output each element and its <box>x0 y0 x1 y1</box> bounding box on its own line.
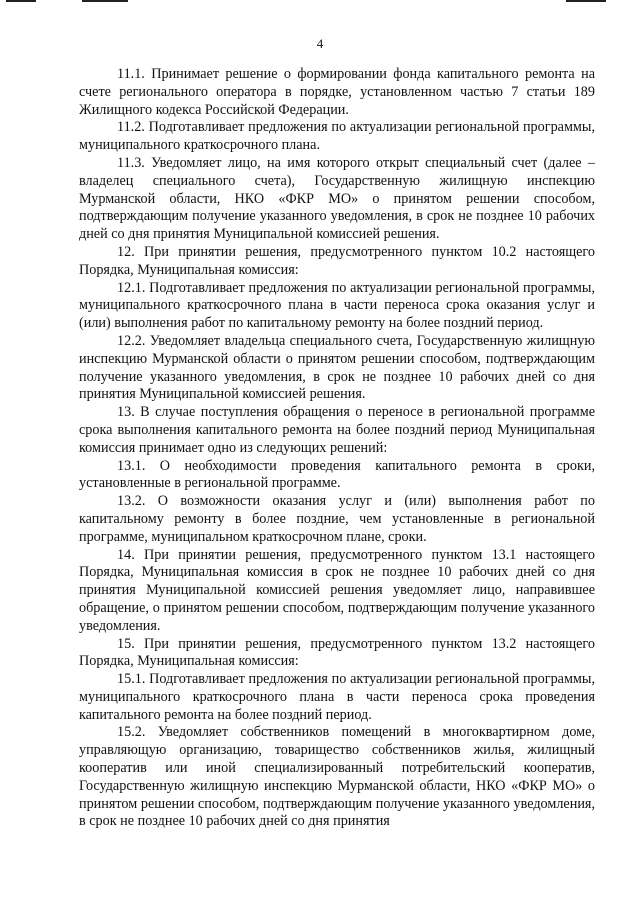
paragraph-15-2: 15.2. Уведомляет собственников помещений в многоквартирном доме, управляющую организацию, товарищество собственников жилья, жилищный кооператив или иной специализированный потребительский кооператив, Государственную жилищную инспекцию Мурманской области, НКО «ФКР МО» о принятом решении способом, подтверждающим получение указанного уведомления, в срок не позднее 10 рабочих дней со дня принятия <box>79 724 595 830</box>
paragraph-14: 14. При принятии решения, предусмотренного пунктом 13.1 настоящего Порядка, Муниципальная комиссия в срок не позднее 10 рабочих дней со дня принятия Муниципальной комиссией решения уведомляет лицо, направившее обращение, о принятом решении способом, подтверждающим получение указанного уведомления. <box>79 546 595 634</box>
paragraph-13-2: 13.2. О возможности оказания услуг и (или) выполнения работ по капитальному ремонту в более поздние, чем установленные в региональной программе, муниципальном краткосрочном плане, сроки. <box>79 493 595 545</box>
paragraph-15-1: 15.1. Подготавливает предложения по актуализации региональной программы, муниципального краткосрочного плана в части переноса срока проведения капитального ремонта на более поздний период. <box>79 671 595 723</box>
paragraph-12-2: 12.2. Уведомляет владельца специального счета, Государственную жилищную инспекцию Мурманской области о принятом решении способом, подтверждающим получение указанного уведомления, в срок не позднее 10 рабочих дней со дня принятия Муниципальной комиссией решения. <box>79 332 595 403</box>
paragraph-12: 12. При принятии решения, предусмотренного пунктом 10.2 настоящего Порядка, Муниципальная комиссия: <box>79 243 595 278</box>
paragraph-11-3: 11.3. Уведомляет лицо, на имя которого открыт специальный счет (далее – владелец специального счета), Государственную жилищную инспекцию Мурманской области, НКО «ФКР МО» о принятом решении способом, подтверждающим получение указанного уведомления, в срок не позднее 10 рабочих дней со дня принятия Муниципальной комиссией решения. <box>79 154 595 243</box>
paragraph-13-1: 13.1. О необходимости проведения капитального ремонта в сроки, установленные в региональной программе. <box>79 457 595 492</box>
paragraph-11-1: 11.1. Принимает решение о формировании фонда капитального ремонта на счете регионального оператора в порядке, установленном частью 7 статьи 189 Жилищного кодекса Российской Федерации. <box>79 66 595 118</box>
paragraph-13: 13. В случае поступления обращения о переносе в региональной программе срока выполнения капитального ремонта на более поздний период Муниципальная комиссия принимает одно из следующих решений: <box>79 404 595 456</box>
scan-edge-mark-right <box>566 0 606 2</box>
scan-edge-mark-left <box>6 0 36 2</box>
paragraph-12-1: 12.1. Подготавливает предложения по актуализации региональной программы, муниципального краткосрочного плана в части переноса срока оказания услуг и (или) выполнения работ по капитальному ремонту на более поздний период. <box>79 279 595 332</box>
paragraph-11-2: 11.2. Подготавливает предложения по актуализации региональной программы, муниципального краткосрочного плана. <box>79 119 595 154</box>
scan-edge-mark-left-2 <box>82 0 128 2</box>
document-body <box>79 66 595 831</box>
paragraph-15: 15. При принятии решения, предусмотренного пунктом 13.2 настоящего Порядка, Муниципальная комиссия: <box>79 635 595 670</box>
page-number: 4 <box>316 36 324 51</box>
